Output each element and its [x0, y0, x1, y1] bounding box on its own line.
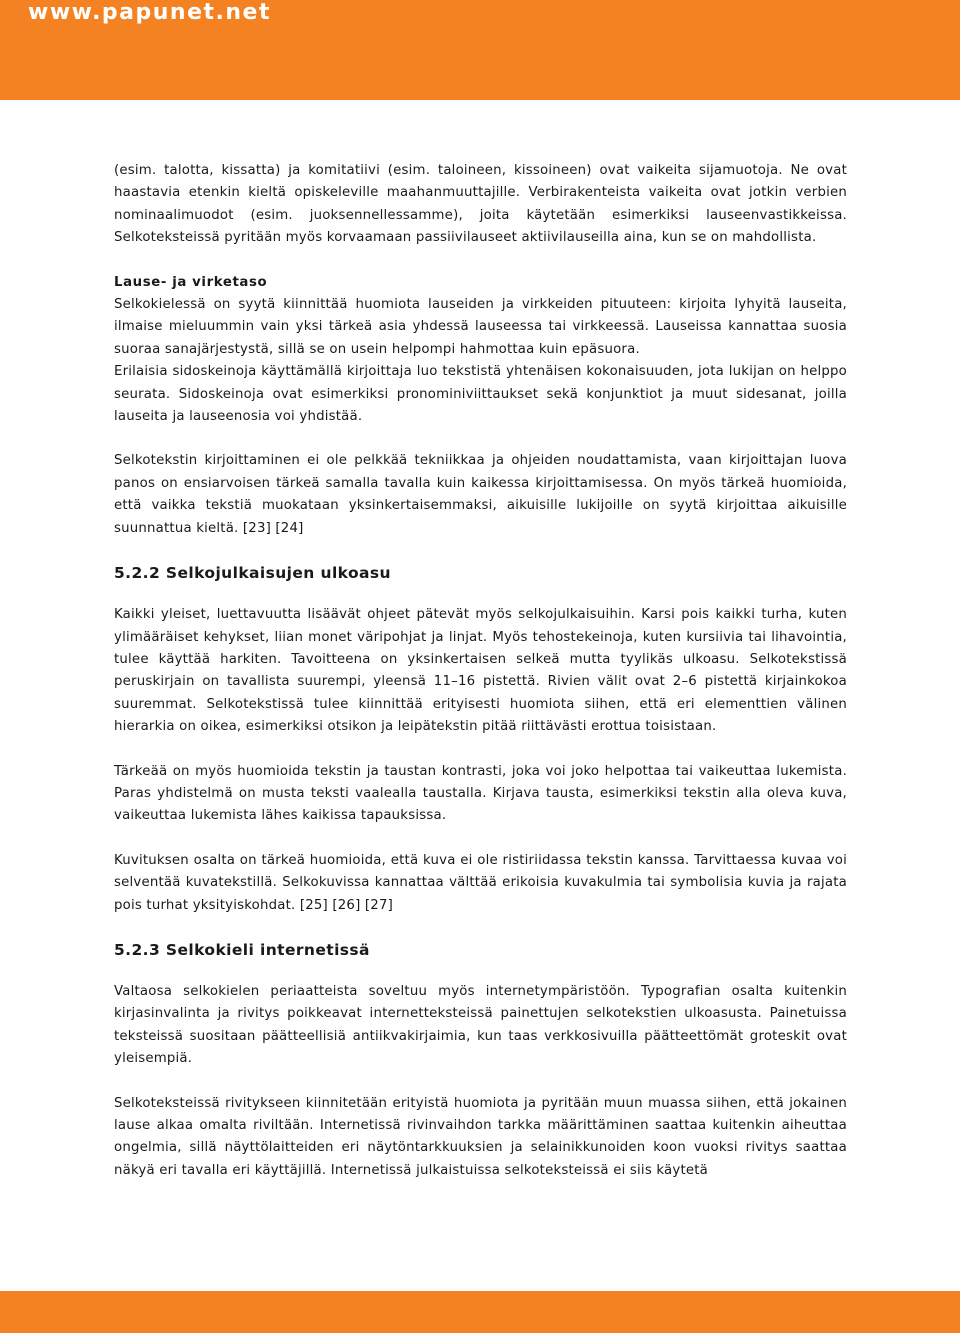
section-522-paragraph-1: Kaikki yleiset, luettavuutta lisäävät ohjeet pätevät myös selkojulkaisuihin. Karsi pois kaikki turha, kuten ylimääräiset kehykset, liian monet väripohjat ja linjat. Myös tehostekeinoja, kuten kursiivia tai lihavointia, tulee käyttää harkiten. Tavoitteena on yksinkertaisen selkeä mutta tyylikäs ulkoasu. Selkotekstissä peruskirjain on tavallista suurempi, yleensä 11–16 pistettä. Rivien välit ovat 2–6 pistettä kirjainkokoa suuremmat. Selkotekstissä tulee kiinnittää erityisesti huomiota siihen, että eri elementtien välinen hierarkia on oikea, esimerkiksi otsikon ja leipätekstin pitää riittävästi erottua toisistaan. [114, 607, 847, 735]
section-523-paragraph-1: Valtaosa selkokielen periaatteista soveltuu myös internetympäristöön. Typografian osalta kuitenkin kirjasinvalinta ja rivitys poikkeavat internetteksteissä painettujen selkotekstien ulkoasusta. Painetuissa teksteissä suositaan päätteellisiä antiikvakirjaimia, kun taas verkkosivuilla päätteettömät groteskit ovat yleisempiä. [114, 983, 847, 1067]
writing-paragraph: Selkotekstin kirjoittaminen ei ole pelkkää tekniikkaa ja ohjeiden noudattamista, vaan kirjoittajan luova panos on ensiarvoisen tärkeä samalla tavalla kuin kaikessa kirjoittamisessa. On myös tärkeä huomioida, että vaikka tekstiä muokataan yksinkertaisemmaksi, aikuisille lukijoille on syytä kirjoittaa aikuisille suunnattua kieltä. [23] [24] [114, 453, 847, 536]
section-522-paragraph-2: Tärkeää on myös huomioida tekstin ja taustan kontrasti, joka voi joko helpottaa tai vaikeuttaa lukemista. Paras yhdistelmä on musta teksti vaalealla taustalla. Kirjava tausta, esimerkiksi tekstin alla oleva kuva, vaikeuttaa lukemista lähes kaikissa tapauksissa. [114, 763, 847, 824]
header-bar [0, 0, 960, 100]
section-heading-523: 5.2.3 Selkokieli internetissä [114, 940, 370, 959]
sentence-level-paragraph-2: Erilaisia sidoskeinoja käyttämällä kirjoittaja luo tekstistä yhtenäisen kokonaisuuden, jota lukijan on helppo seurata. Sidoskeinoja ovat esimerkiksi pronominiviittaukset sekä konjunktiot ja muut sidesanat, joilla lauseita ja lauseenosia voi yhdistää. [114, 364, 847, 425]
section-522-paragraph-3: Kuvituksen osalta on tärkeä huomioida, että kuva ei ole ristiriidassa tekstin kanssa. Tarvittaessa kuvaa voi selventää kuvatekstillä. Selkokuvissa kannattaa välttää erikoisia kuvakulmia tai symbolisia kuvia ja rajata pois turhat yksityiskohdat. [25] [26] [27] [114, 852, 847, 913]
subheading-sentence-level: Lause- ja virketaso [114, 274, 268, 290]
document-body [114, 160, 847, 1182]
section-523-paragraph-2: Selkoteksteissä rivitykseen kiinnitetään erityistä huomiota ja pyritään muun muassa siihen, että jokainen lause alkaa omalta riviltään. Internetissä rivinvaihdon tarkka määrittäminen saattaa kuitenkin aiheuttaa ongelmia, sillä näyttölaitteiden eri näytöntarkkuuksien ja selainikkunoiden koon vuoksi rivitys saattaa näkyä eri tavalla eri käyttäjillä. Internetissä julkaistuissa selkoteksteissä ei siis käytetä [114, 1095, 847, 1178]
section-heading-522: 5.2.2 Selkojulkaisujen ulkoasu [114, 564, 391, 583]
sentence-level-paragraph-1: Selkokielessä on syytä kiinnittää huomiota lauseiden ja virkkeiden pituuteen: kirjoita lyhyitä lauseita, ilmaise mieluummin vain yksi tärkeä asia yhdessä lauseessa tai virkkeessä. Lauseissa kannattaa suosia suoraa sanajärjestystä, sillä se on usein helpompi hahmottaa kuin epäsuora. [114, 297, 847, 357]
site-url[interactable]: www.papunet.net [28, 0, 271, 25]
intro-paragraph: (esim. talotta, kissatta) ja komitatiivi (esim. taloineen, kissoineen) ovat vaikeita sijamuotoja. Ne ovat haastavia etenkin kieltä opiskeleville maahanmuuttajille. Verbirakenteista vaikeita ovat jotkin verbien nominaalimuodot (esim. juoksennellessamme), joita käytetään esimerkiksi lauseenvastikkeissa. Selkoteksteissä pyritään myös korvaamaan passiivilauseet aktiivilauseilla aina, kun se on mahdollista. [114, 163, 847, 246]
footer-bar [0, 1291, 960, 1333]
